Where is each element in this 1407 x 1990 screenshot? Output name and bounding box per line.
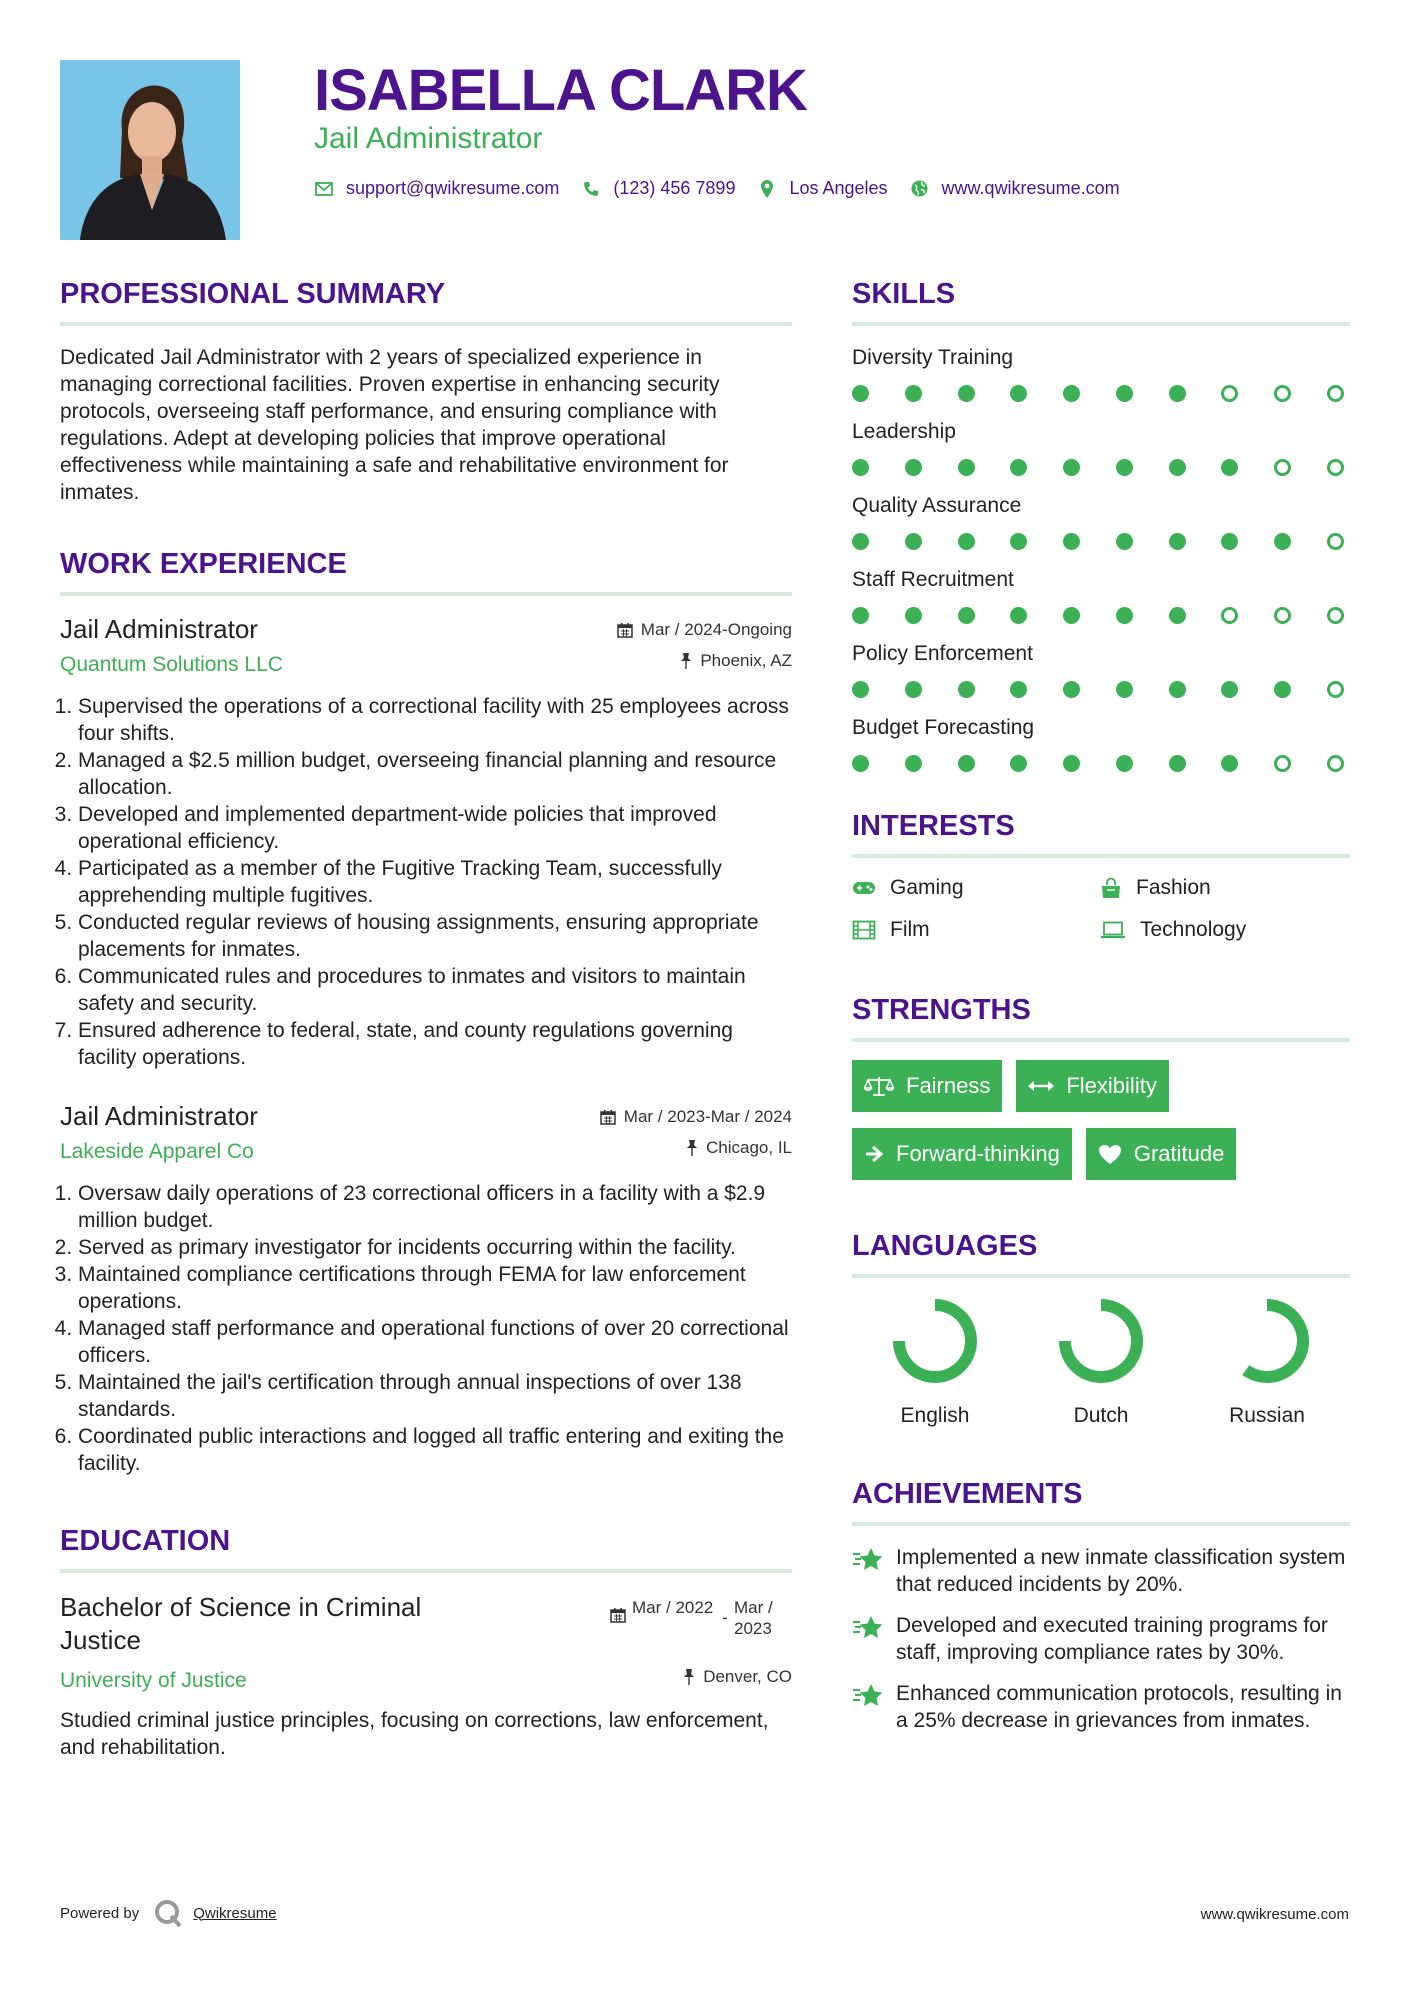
footer-brand-link[interactable]: Qwikresume — [193, 1904, 277, 1922]
rating-dot-empty — [1327, 459, 1344, 476]
rating-dot-filled — [1116, 755, 1133, 772]
rating-dot-filled — [1063, 607, 1080, 624]
strength-label: Forward-thinking — [896, 1141, 1060, 1166]
rating-dot-filled — [1010, 385, 1027, 402]
star-icon — [852, 1614, 884, 1642]
left-column — [60, 270, 792, 1761]
candidate-name: ISABELLA CLARK — [314, 58, 807, 123]
rating-dot-filled — [1169, 459, 1186, 476]
edu-school: University of Justice — [60, 1669, 247, 1692]
rating-dot-filled — [958, 385, 975, 402]
strengths-section — [852, 986, 1350, 1180]
language-item — [852, 1296, 1018, 1428]
balance-scale-icon — [864, 1075, 894, 1097]
rating-dot-filled — [1010, 607, 1027, 624]
list-item: 7. Ensured adherence to federal, state, and county regulations governing facility operations. — [78, 1017, 792, 1071]
heart-icon — [1098, 1144, 1122, 1165]
rating-dot-empty — [1327, 385, 1344, 402]
skill-name: Quality Assurance — [852, 494, 1022, 517]
experience-section — [60, 540, 792, 1477]
envelope-icon — [314, 179, 334, 199]
rating-dot-filled — [905, 607, 922, 624]
contact-location: Los Angeles — [789, 178, 888, 198]
achievement-text: Implemented a new inmate classification system that reduced incidents by 20%. — [896, 1546, 1346, 1596]
job-title: Jail Administrator — [60, 1101, 258, 1131]
skill-rating — [852, 459, 1344, 476]
education-section — [60, 1517, 792, 1761]
rating-dot-empty — [1274, 607, 1291, 624]
pushpin-icon — [683, 1669, 695, 1685]
footer-powered-by — [60, 1898, 277, 1928]
section-divider — [60, 592, 792, 596]
language-proficiency-ring — [1222, 1296, 1312, 1386]
rating-dot-filled — [905, 459, 922, 476]
edu-end: Mar / 2023 — [734, 1598, 773, 1638]
shopping-bag-icon — [1100, 877, 1122, 899]
achievement-item — [852, 1612, 1350, 1666]
footer-website[interactable]: www.qwikresume.com — [1200, 1906, 1349, 1923]
job-entry — [60, 1101, 792, 1477]
interest-item — [1100, 918, 1348, 942]
rating-dot-filled — [852, 385, 869, 402]
languages-heading: LANGUAGES — [852, 1230, 1038, 1262]
rating-dot-filled — [958, 459, 975, 476]
interest-item — [852, 876, 1100, 900]
rating-dot-empty — [1327, 607, 1344, 624]
contact-bar — [314, 178, 1142, 199]
language-label: Russian — [1229, 1404, 1305, 1427]
skill-name: Leadership — [852, 420, 956, 443]
rating-dot-filled — [1221, 533, 1238, 550]
rating-dot-empty — [1274, 459, 1291, 476]
strength-label: Fairness — [906, 1073, 991, 1098]
interest-label: Technology — [1140, 918, 1247, 941]
laptop-icon — [1100, 921, 1126, 939]
achievement-text: Developed and executed training programs for staff, improving compliance rates by 30%. — [896, 1614, 1328, 1664]
rating-dot-empty — [1221, 385, 1238, 402]
job-company: Lakeside Apparel Co — [60, 1140, 254, 1163]
skill-item — [852, 714, 1350, 772]
edu-location: Denver, CO — [703, 1667, 792, 1686]
rating-dot-empty — [1274, 755, 1291, 772]
job-entry — [60, 614, 792, 1071]
interest-item — [1100, 876, 1348, 900]
skills-heading: SKILLS — [852, 278, 956, 310]
rating-dot-filled — [905, 681, 922, 698]
rating-dot-filled — [958, 681, 975, 698]
edu-degree: Bachelor of Science in Criminal Justice — [60, 1592, 422, 1655]
interest-label: Film — [890, 918, 930, 941]
section-divider — [60, 1569, 792, 1573]
languages-section — [852, 1222, 1350, 1428]
rating-dot-filled — [1010, 755, 1027, 772]
interest-label: Gaming — [890, 876, 964, 899]
section-divider — [852, 1038, 1350, 1042]
skill-name: Budget Forecasting — [852, 716, 1035, 739]
job-company: Quantum Solutions LLC — [60, 653, 283, 676]
list-item: 6. Communicated rules and procedures to inmates and visitors to maintain safety and security. — [78, 963, 792, 1017]
skill-item — [852, 344, 1350, 402]
strength-tag — [1086, 1128, 1237, 1180]
rating-dot-filled — [852, 533, 869, 550]
rating-dot-filled — [1010, 681, 1027, 698]
skill-item — [852, 566, 1350, 624]
rating-dot-filled — [1063, 533, 1080, 550]
rating-dot-filled — [1274, 533, 1291, 550]
rating-dot-empty — [1327, 755, 1344, 772]
rating-dot-filled — [1010, 533, 1027, 550]
achievement-text: Enhanced communication protocols, resulting in a 25% decrease in grievances from inmates. — [896, 1682, 1342, 1732]
job-location: Chicago, IL — [706, 1138, 792, 1157]
rating-dot-filled — [1221, 681, 1238, 698]
rating-dot-filled — [1116, 459, 1133, 476]
rating-dot-filled — [1169, 755, 1186, 772]
right-column — [852, 270, 1350, 1748]
list-item: 2. Served as primary investigator for incidents occurring within the facility. — [78, 1234, 792, 1261]
list-item: 1. Supervised the operations of a correctional facility with 25 employees across four shifts. — [78, 693, 792, 747]
list-item: 5. Conducted regular reviews of housing assignments, ensuring appropriate placements for inmates. — [78, 909, 792, 963]
job-location: Phoenix, AZ — [700, 651, 792, 670]
qwikresume-logo-icon — [153, 1898, 183, 1928]
skill-item — [852, 640, 1350, 698]
rating-dot-filled — [905, 755, 922, 772]
skill-rating — [852, 385, 1344, 402]
map-pin-icon — [757, 179, 777, 199]
rating-dot-filled — [1010, 459, 1027, 476]
rating-dot-filled — [1116, 385, 1133, 402]
skill-item — [852, 418, 1350, 476]
skill-rating — [852, 533, 1344, 550]
phone-icon — [581, 179, 601, 199]
profile-photo — [60, 60, 240, 240]
rating-dot-empty — [1327, 533, 1344, 550]
calendar-icon — [617, 622, 633, 638]
rating-dot-filled — [852, 607, 869, 624]
language-label: English — [900, 1404, 970, 1427]
pushpin-icon — [686, 1140, 698, 1156]
skill-item — [852, 492, 1350, 550]
rating-dot-filled — [1063, 459, 1080, 476]
rating-dot-filled — [1169, 607, 1186, 624]
list-item: 2. Managed a $2.5 million budget, overseeing financial planning and resource allocation. — [78, 747, 792, 801]
language-proficiency-ring — [1056, 1296, 1146, 1386]
list-item: 3. Maintained compliance certifications through FEMA for law enforcement operations. — [78, 1261, 792, 1315]
section-divider — [852, 1274, 1350, 1278]
rating-dot-filled — [1063, 385, 1080, 402]
language-item — [1018, 1296, 1184, 1428]
skill-name: Diversity Training — [852, 346, 1014, 369]
section-divider — [60, 322, 792, 326]
skill-rating — [852, 681, 1344, 698]
calendar-icon — [610, 1607, 626, 1623]
language-item — [1184, 1296, 1350, 1428]
strength-label: Flexibility — [1066, 1073, 1157, 1098]
rating-dot-filled — [1274, 681, 1291, 698]
rating-dot-filled — [1221, 755, 1238, 772]
rating-dot-filled — [958, 607, 975, 624]
job-dates: Mar / 2024-Ongoing — [640, 619, 792, 639]
job-title: Jail Administrator — [60, 614, 258, 644]
globe-icon — [910, 179, 930, 199]
strength-tag — [852, 1128, 1072, 1180]
strength-tag — [1016, 1060, 1168, 1112]
rating-dot-filled — [1116, 607, 1133, 624]
edu-description: Studied criminal justice principles, focusing on corrections, law enforcement, and rehabilitation. — [60, 1709, 769, 1759]
strength-tag — [852, 1060, 1002, 1112]
list-item: 4. Managed staff performance and operational functions of over 20 correctional officers. — [78, 1315, 792, 1369]
interest-item — [852, 918, 1100, 942]
rating-dot-filled — [852, 755, 869, 772]
summary-heading: PROFESSIONAL SUMMARY — [60, 278, 446, 310]
rating-dot-filled — [1169, 681, 1186, 698]
rating-dot-filled — [852, 459, 869, 476]
rating-dot-empty — [1221, 607, 1238, 624]
skill-rating — [852, 607, 1344, 624]
rating-dot-filled — [958, 755, 975, 772]
list-item: 6. Coordinated public interactions and logged all traffic entering and exiting the facility. — [78, 1423, 792, 1477]
list-item: 1. Oversaw daily operations of 23 correctional officers in a facility with a $2.9 million budget. — [78, 1180, 792, 1234]
job-bullets — [60, 1180, 792, 1477]
skill-name: Staff Recruitment — [852, 568, 1014, 591]
summary-section — [60, 270, 792, 506]
list-item: 4. Participated as a member of the Fugitive Tracking Team, successfully apprehending multiple fugitives. — [78, 855, 792, 909]
rating-dot-filled — [1169, 385, 1186, 402]
list-item: 5. Maintained the jail's certification through annual inspections of over 138 standards. — [78, 1369, 792, 1423]
rating-dot-empty — [1327, 681, 1344, 698]
education-heading: EDUCATION — [60, 1525, 231, 1557]
rating-dot-filled — [905, 385, 922, 402]
interests-section — [852, 802, 1350, 942]
arrows-horizontal-icon — [1028, 1079, 1054, 1093]
language-proficiency-ring — [890, 1296, 980, 1386]
achievements-section — [852, 1470, 1350, 1734]
strengths-heading: STRENGTHS — [852, 994, 1031, 1026]
interest-label: Fashion — [1136, 876, 1211, 899]
rating-dot-filled — [1063, 755, 1080, 772]
contact-phone[interactable]: (123) 456 7899 — [613, 178, 736, 198]
arrow-right-icon — [864, 1145, 884, 1163]
skill-name: Policy Enforcement — [852, 642, 1033, 665]
calendar-icon — [600, 1109, 616, 1125]
language-label: Dutch — [1073, 1404, 1129, 1427]
star-icon — [852, 1682, 884, 1710]
rating-dot-filled — [1221, 459, 1238, 476]
achievements-heading: ACHIEVEMENTS — [852, 1478, 1083, 1510]
rating-dot-filled — [905, 533, 922, 550]
job-bullets — [60, 693, 792, 1071]
section-divider — [852, 854, 1350, 858]
section-divider — [852, 1522, 1350, 1526]
contact-email[interactable]: support@qwikresume.com — [346, 178, 560, 198]
skills-section — [852, 270, 1350, 772]
contact-website[interactable]: www.qwikresume.com — [941, 178, 1120, 198]
skill-rating — [852, 755, 1344, 772]
list-item: 3. Developed and implemented department-wide policies that improved operational efficiency. — [78, 801, 792, 855]
rating-dot-filled — [1116, 681, 1133, 698]
achievement-item — [852, 1544, 1350, 1598]
film-icon — [852, 920, 876, 940]
rating-dot-filled — [852, 681, 869, 698]
proficiency-arc — [1246, 1305, 1303, 1377]
summary-text: Dedicated Jail Administrator with 2 years of specialized experience in managing correctional facilities. Proven expertise in enhancing security protocols, overseeing staff performance, and ensuring compliance with regulations. Adept at developing policies that improve operational effectiveness while maintaining a safe and rehabilitative environment for inmates. — [60, 346, 729, 504]
achievement-item — [852, 1680, 1350, 1734]
rating-dot-filled — [958, 533, 975, 550]
star-icon — [852, 1546, 884, 1574]
rating-dot-filled — [1063, 681, 1080, 698]
edu-date-separator: - — [722, 1608, 728, 1627]
job-dates: Mar / 2023-Mar / 2024 — [623, 1106, 792, 1126]
section-divider — [852, 322, 1350, 326]
edu-start: Mar / 2022 — [632, 1598, 714, 1617]
proficiency-arc — [1065, 1305, 1137, 1377]
rating-dot-empty — [1274, 385, 1291, 402]
gamepad-icon — [852, 880, 876, 896]
candidate-title: Jail Administrator — [314, 122, 543, 155]
powered-by-label: Powered by — [60, 1904, 140, 1922]
experience-heading: WORK EXPERIENCE — [60, 548, 347, 580]
interests-heading: INTERESTS — [852, 810, 1015, 842]
pushpin-icon — [680, 653, 692, 669]
rating-dot-filled — [1116, 533, 1133, 550]
rating-dot-filled — [1169, 533, 1186, 550]
strength-label: Gratitude — [1133, 1141, 1225, 1166]
proficiency-arc — [899, 1305, 971, 1377]
